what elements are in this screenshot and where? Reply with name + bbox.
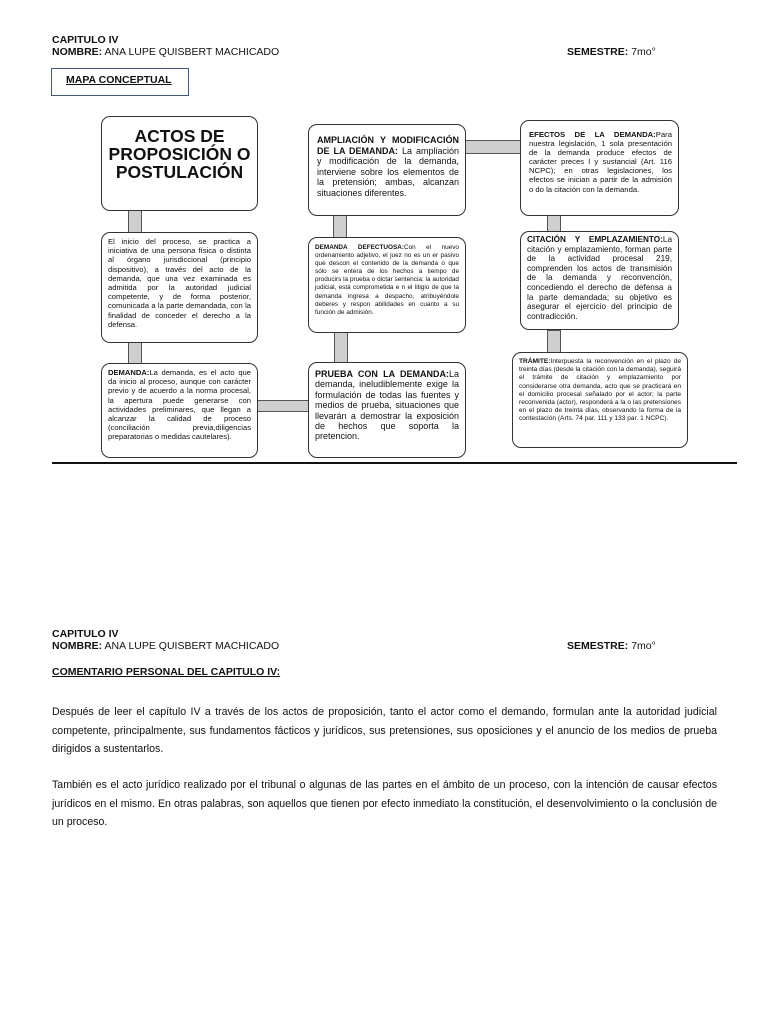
defectuosa-text bbox=[315, 244, 459, 317]
connector bbox=[256, 400, 310, 412]
efectos-body: Para nuestra legislación, 1 sola presentación de la demanda produce efectos de carácter preces l y sustancial (Art. 116 NCPC); en otras legislaciones, los efectos se inician a partir de la admisión o do la citación con la demanda. bbox=[529, 130, 672, 194]
demanda-label: DEMANDA: bbox=[108, 368, 150, 377]
prueba-body: La demanda, ineludiblemente exige la formulación de todas las fuentes y medios de prueba, situaciones que llevarán a demostrar la exposición de hechos que soporta la pretencion. bbox=[315, 369, 459, 442]
citacion-box bbox=[520, 231, 679, 330]
demanda-box bbox=[101, 363, 258, 458]
name-value: ANA LUPE QUISBERT MACHICADO bbox=[104, 46, 280, 58]
efectos-label: EFECTOS DE LA DEMANDA: bbox=[529, 130, 656, 139]
page-divider bbox=[52, 462, 737, 464]
citacion-text bbox=[527, 235, 672, 321]
semester-line bbox=[567, 46, 656, 58]
tramite-box bbox=[512, 352, 688, 448]
ampliacion-body: La ampliación y modificación de la demanda, interviene sobre los elementos de la pretensión; ambas, alcanzan situaciones diferentes. bbox=[317, 145, 459, 198]
prueba-label: PRUEBA CON LA DEMANDA: bbox=[315, 369, 449, 379]
name-label: NOMBRE: bbox=[52, 46, 103, 58]
connector bbox=[547, 330, 561, 354]
name-line-2 bbox=[52, 640, 279, 653]
map-title-box bbox=[101, 116, 258, 211]
demanda-body: La demanda, es el acto que da inicio al proceso, aunque con carácter previo y de acuerdo a la norma procesal, la apertura puede generarse con actividades preliminares, que llegan a alcanzar la calidad de proceso (conciliación previa,diligencias preparatorias o medidas cautelares). bbox=[108, 368, 251, 442]
paragraph-1: Después de leer el capítulo IV a través de los actos de proposición, tanto el actor como el demando, formulan ante la autoridad judicial competente, principalmente, sus fundamentos fácticos y jurídicos, sus pretensiones, sus oposiciones y el anuncio de los medios de prueba dirigidos a sustentarlos. bbox=[52, 706, 717, 755]
concept-map-label: MAPA CONCEPTUAL bbox=[51, 68, 189, 96]
inicio-box bbox=[101, 232, 258, 343]
efectos-text bbox=[529, 130, 672, 194]
tramite-text bbox=[519, 358, 681, 424]
ampliacion-text bbox=[317, 135, 459, 198]
citacion-label: CITACIÓN Y EMPLAZAMIENTO: bbox=[527, 235, 663, 244]
ampliacion-label: AMPLIACIÓN Y MODIFICACIÓN DE LA DEMANDA: bbox=[317, 135, 459, 156]
prueba-box bbox=[308, 362, 466, 458]
name-line bbox=[52, 46, 279, 59]
inicio-text: El inicio del proceso, se practica a iniciativa de una persona física o distinta al órgano jurisdiccional (principio dispositivo), a través del acto de la demanda, que una vez examinada es admitida por la autoridad judicial competente, y de forma posterior, comunicada a la parte demandada, con la finalidad de conceder el derecho a la defensa. bbox=[108, 237, 251, 329]
demanda-text bbox=[108, 368, 251, 442]
semester-value-2: 7mo° bbox=[631, 640, 656, 652]
name-value-2: ANA LUPE QUISBERT MACHICADO bbox=[104, 640, 280, 652]
ampliacion-box bbox=[308, 124, 466, 216]
connector bbox=[334, 330, 348, 366]
comment-title: COMENTARIO PERSONAL DEL CAPITULO IV: bbox=[52, 666, 281, 678]
chapter-label-2: CAPITULO IV bbox=[52, 628, 119, 640]
paragraph-2: También es el acto jurídico realizado por el tribunal o algunas de las partes en el ámbito de un proceso, con la intención de causar efectos jurídicos en el mismo. En otras palabras, son aquellos que tienen por efecto inmediato la constitución, el desenvolvimiento o la conclusión de un proceso. bbox=[52, 779, 717, 828]
efectos-box bbox=[520, 120, 679, 216]
semester-label-2: SEMESTRE: bbox=[567, 640, 629, 652]
chapter-label: CAPITULO IV bbox=[52, 34, 119, 46]
semester-line-2 bbox=[567, 640, 656, 652]
defectuosa-body: Con el nuevo ordenamiento adjetivo, el juez no es un er pasivo que descon el contenido de la demanda o que sólo se entera de los hechos a tiempo de producirs la prueba o dictar sentencia; la autoridad judicial, está comprometida e n el litigio de que la demanda ingresa a despacho, atribuyéndole deberes y respon abilidades en cuanto a su función de admisión. bbox=[315, 244, 459, 316]
defectuosa-box bbox=[308, 237, 466, 333]
prueba-text bbox=[315, 369, 459, 442]
tramite-body: Interpuesta la reconvención en el plazo de treinta días (desde la citación con la demanda), seguirá el trámite de citación y emplazamiento por considerarse otra demanda, acto que se practicará en el domicilio procesal señalado por el actor; la parte reconvenida (actor), responderá a la o las pretensiones en el plazo de treinta días, observando la forma de la contestación (Arts. 74 par. 111 y 133 par. 1 NCPC). bbox=[519, 358, 682, 423]
connector bbox=[128, 210, 142, 234]
defectuosa-label: DEMANDA DEFECTUOSA: bbox=[315, 244, 405, 251]
map-title: ACTOS DE PROPOSICIÓN O POSTULACIÓN bbox=[108, 126, 251, 182]
connector bbox=[128, 341, 142, 365]
connector bbox=[465, 140, 521, 154]
semester-value: 7mo° bbox=[631, 46, 656, 58]
citacion-body: La citación y emplazamiento, forman parte de la actividad procesal 219, comprenden los actos de transmisión de la demanda y reconvención, concediendo el derecho de defensa a la parte demandada; su objetivo es asegurar el ejercicio del principio de contradicción. bbox=[527, 235, 672, 321]
tramite-label: TRÁMITE: bbox=[519, 358, 551, 365]
semester-label: SEMESTRE: bbox=[567, 46, 629, 58]
name-label-2: NOMBRE: bbox=[52, 640, 103, 652]
